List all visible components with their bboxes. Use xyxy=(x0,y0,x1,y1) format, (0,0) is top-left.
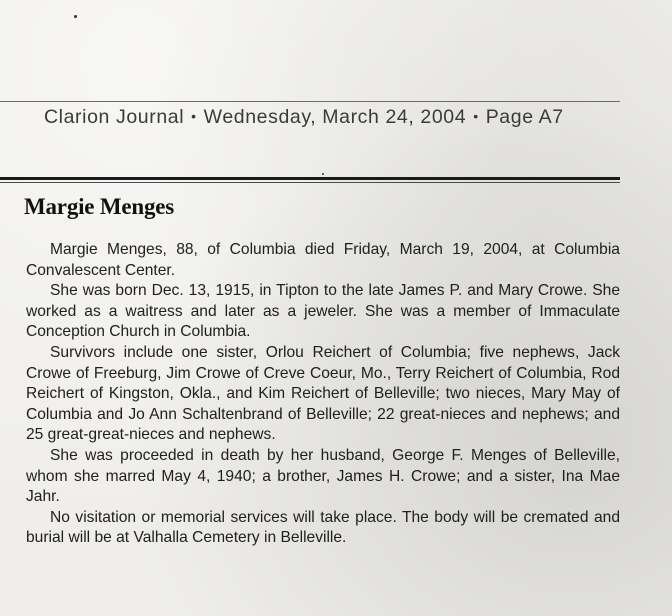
obituary-paragraph: Survivors include one sister, Orlou Reichert of Columbia; five nephews, Jack Crowe of Freeburg, Jim Crowe of Creve Coeur, Mo., Terry Reichert of Columbia, Rod Reichert of Kingston, Okla., and Kim Reichert of Belleville; two nieces, Mary May of Columbia and Jo Ann Schaltenbrand of Belleville; 22 great-nieces and nephews; and 25 great-great-nieces and nephews. xyxy=(26,343,620,444)
obituary-paragraph: She was proceeded in death by her husband, George F. Menges of Belleville, whom she marred May 4, 1940; a brother, James H. Crowe; and a sister, Ina Mae Jahr. xyxy=(26,446,620,506)
masthead-separator: • xyxy=(473,108,479,124)
obituary-paragraph: She was born Dec. 13, 1915, in Tipton to the late James P. and Mary Crowe. She worked as a waitress and later as a jeweler. She was a member of Immaculate Conception Church in Columbia. xyxy=(26,282,620,341)
obituary-body xyxy=(26,240,620,549)
obituary-paragraph: Margie Menges, 88, of Columbia died Friday, March 19, 2004, at Columbia Convalescent Center. xyxy=(26,241,620,279)
masthead xyxy=(44,106,624,129)
obituary-headline: Margie Menges xyxy=(24,194,175,219)
masthead-top-rule xyxy=(0,101,620,102)
masthead-separator: • xyxy=(191,108,197,124)
print-speck xyxy=(322,173,324,175)
print-speck xyxy=(74,15,77,18)
page-number: Page A7 xyxy=(485,106,564,128)
obituary-paragraph: No visitation or memorial services will take place. The body will be cremated and burial will be at Valhalla Cemetery in Belleville. xyxy=(26,508,620,547)
masthead-bottom-rule-thick xyxy=(0,177,620,180)
publication-name: Clarion Journal xyxy=(44,106,185,128)
masthead-bottom-rule-thin xyxy=(0,182,620,183)
publication-date: Wednesday, March 24, 2004 xyxy=(203,106,467,128)
